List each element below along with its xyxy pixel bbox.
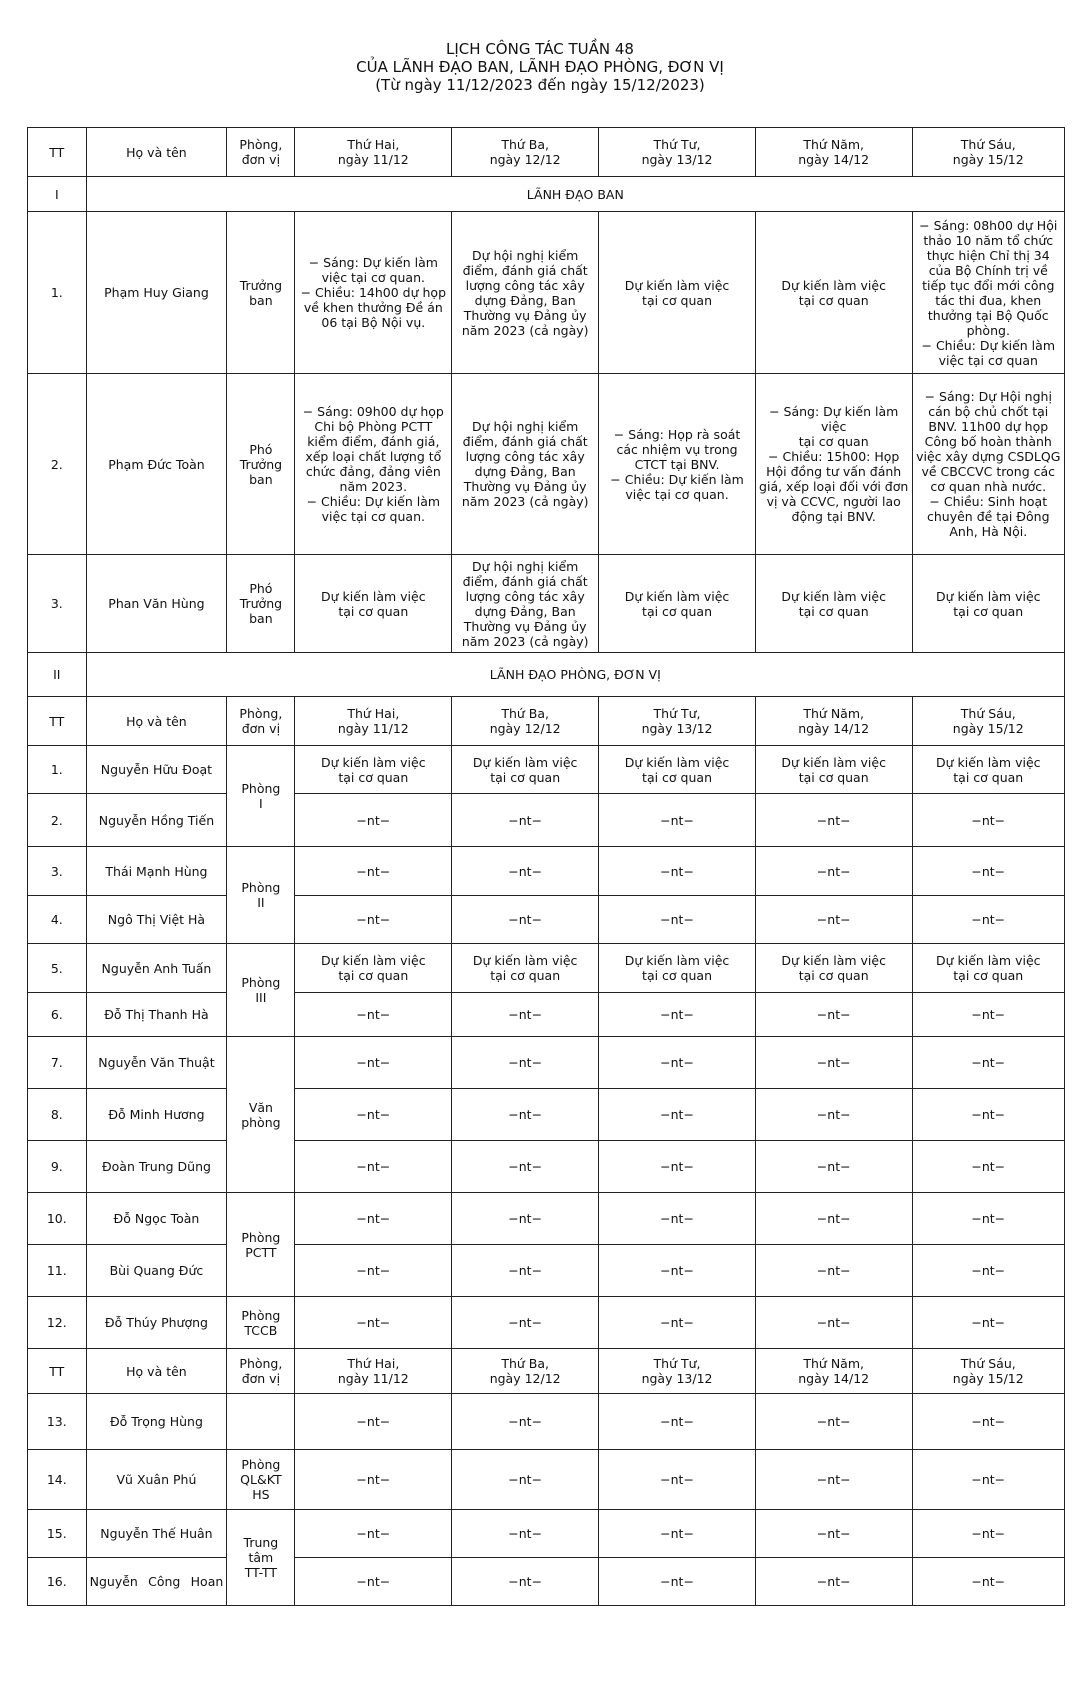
person-dept: Phòng QL&KT HS (227, 1450, 295, 1510)
schedule-cell: −nt− (452, 1245, 599, 1297)
person-dept: Phó Trưởng ban (227, 374, 295, 555)
schedule-cell: −nt− (755, 993, 912, 1037)
schedule-cell: −nt− (452, 993, 599, 1037)
header-row (28, 128, 1065, 177)
person-name: Nguyễn Hữu Đoạt (86, 746, 227, 794)
title-line-3: (Từ ngày 11/12/2023 đến ngày 15/12/2023) (375, 76, 705, 94)
table-row (28, 1450, 1065, 1510)
schedule-cell: −nt− (295, 1558, 452, 1606)
header-day-wed: Thứ Tư, ngày 13/12 (599, 697, 756, 746)
schedule-cell: −nt− (912, 1297, 1064, 1349)
header-day-mon: Thứ Hai, ngày 11/12 (295, 128, 452, 177)
person-name: Thái Mạnh Hùng (86, 847, 227, 896)
person-name: Đoàn Trung Dũng (86, 1141, 227, 1193)
section-number: II (28, 653, 87, 697)
row-number: 10. (28, 1193, 87, 1245)
title-line-1: LỊCH CÔNG TÁC TUẦN 48 (446, 40, 634, 58)
person-name: Nguyễn Văn Thuật (86, 1037, 227, 1089)
table-row (28, 794, 1065, 847)
person-name: Nguyễn Hồng Tiến (86, 794, 227, 847)
header-day-mon: Thứ Hai, ngày 11/12 (295, 697, 452, 746)
row-number: 6. (28, 993, 87, 1037)
person-dept: Trưởng ban (227, 212, 295, 374)
table-row (28, 1089, 1065, 1141)
row-number: 5. (28, 944, 87, 993)
schedule-cell: Dự kiến làm việc tại cơ quan (599, 212, 756, 374)
table-row (28, 1245, 1065, 1297)
schedule-cell: −nt− (452, 1141, 599, 1193)
schedule-cell: −nt− (295, 1193, 452, 1245)
person-name: Đỗ Thị Thanh Hà (86, 993, 227, 1037)
section-label: LÃNH ĐẠO BAN (86, 177, 1064, 212)
table-row (28, 212, 1065, 374)
schedule-cell: −nt− (452, 1037, 599, 1089)
schedule-cell: −nt− (912, 896, 1064, 944)
schedule-cell: −nt− (599, 1245, 756, 1297)
section-row (28, 653, 1065, 697)
schedule-cell: −nt− (599, 1558, 756, 1606)
schedule-cell: Dự kiến làm việc tại cơ quan (295, 746, 452, 794)
header-row (28, 1349, 1065, 1394)
header-day-fri: Thứ Sáu, ngày 15/12 (912, 128, 1064, 177)
schedule-cell: −nt− (912, 1394, 1064, 1450)
schedule-cell: −nt− (599, 1089, 756, 1141)
header-day-thu: Thứ Năm, ngày 14/12 (755, 1349, 912, 1394)
schedule-cell: −nt− (755, 847, 912, 896)
person-name: Nguyễn Thế Huân (86, 1510, 227, 1558)
schedule-cell: −nt− (912, 794, 1064, 847)
header-day-mon: Thứ Hai, ngày 11/12 (295, 1349, 452, 1394)
schedule-cell: −nt− (452, 847, 599, 896)
table-row (28, 746, 1065, 794)
schedule-cell: −nt− (755, 1558, 912, 1606)
schedule-cell: Dự kiến làm việc tại cơ quan (755, 944, 912, 993)
table-row (28, 993, 1065, 1037)
schedule-table (27, 127, 1065, 1606)
header-tt: TT (28, 697, 87, 746)
schedule-cell: −nt− (599, 896, 756, 944)
person-name: Nguyễn Công Hoan (86, 1558, 227, 1606)
schedule-cell: −nt− (912, 1141, 1064, 1193)
schedule-cell: −nt− (599, 794, 756, 847)
section-label: LÃNH ĐẠO PHÒNG, ĐƠN VỊ (86, 653, 1064, 697)
schedule-cell: −nt− (452, 1193, 599, 1245)
header-tt: TT (28, 1349, 87, 1394)
row-number: 13. (28, 1394, 87, 1450)
row-number: 1. (28, 212, 87, 374)
person-name: Ngô Thị Việt Hà (86, 896, 227, 944)
table-row (28, 1297, 1065, 1349)
schedule-cell: −nt− (755, 1089, 912, 1141)
schedule-cell: − Sáng: Dự Hội nghị cán bộ chủ chốt tại BNV. 11h00 dự họp Công bố hoàn thành việc xây dựng CSDLQG về CBCCVC trong các cơ quan nhà nước. − Chiều: Sinh hoạt chuyên đề tại Đông Anh, Hà Nội. (912, 374, 1064, 555)
schedule-cell: −nt− (452, 1297, 599, 1349)
schedule-cell: −nt− (599, 1193, 756, 1245)
schedule-cell: Dự kiến làm việc tại cơ quan (452, 944, 599, 993)
schedule-cell: −nt− (295, 896, 452, 944)
person-dept: Phòng II (227, 847, 295, 944)
person-name: Phan Văn Hùng (86, 555, 227, 653)
schedule-cell: −nt− (295, 1510, 452, 1558)
schedule-cell: −nt− (599, 1510, 756, 1558)
schedule-cell: −nt− (295, 1450, 452, 1510)
table-row (28, 1394, 1065, 1450)
header-name: Họ và tên (86, 1349, 227, 1394)
schedule-cell: −nt− (452, 794, 599, 847)
schedule-cell: −nt− (295, 847, 452, 896)
header-day-wed: Thứ Tư, ngày 13/12 (599, 1349, 756, 1394)
table-row (28, 1510, 1065, 1558)
header-day-wed: Thứ Tư, ngày 13/12 (599, 128, 756, 177)
schedule-cell: −nt− (599, 1450, 756, 1510)
table-row (28, 1193, 1065, 1245)
row-number: 9. (28, 1141, 87, 1193)
header-day-tue: Thứ Ba, ngày 12/12 (452, 697, 599, 746)
header-dept: Phòng, đơn vị (227, 128, 295, 177)
header-day-tue: Thứ Ba, ngày 12/12 (452, 1349, 599, 1394)
row-number: 1. (28, 746, 87, 794)
row-number: 7. (28, 1037, 87, 1089)
schedule-cell: −nt− (755, 1141, 912, 1193)
schedule-cell: Dự kiến làm việc tại cơ quan (755, 555, 912, 653)
schedule-cell: Dự hội nghị kiểm điểm, đánh giá chất lượng công tác xây dựng Đảng, Ban Thường vụ Đảng ủy năm 2023 (cả ngày) (452, 212, 599, 374)
person-dept: Văn phòng (227, 1037, 295, 1193)
person-name: Đỗ Ngọc Toàn (86, 1193, 227, 1245)
person-dept: Phòng TCCB (227, 1297, 295, 1349)
schedule-cell: −nt− (295, 1037, 452, 1089)
table-row (28, 944, 1065, 993)
schedule-cell: Dự kiến làm việc tại cơ quan (599, 746, 756, 794)
schedule-cell: −nt− (295, 1089, 452, 1141)
schedule-cell: −nt− (912, 993, 1064, 1037)
schedule-cell: −nt− (912, 1510, 1064, 1558)
person-name: Bùi Quang Đức (86, 1245, 227, 1297)
schedule-cell: −nt− (452, 1089, 599, 1141)
row-number: 2. (28, 374, 87, 555)
row-number: 14. (28, 1450, 87, 1510)
table-row (28, 847, 1065, 896)
header-name: Họ và tên (86, 697, 227, 746)
schedule-cell: Dự hội nghị kiểm điểm, đánh giá chất lượng công tác xây dựng Đảng, Ban Thường vụ Đảng ủy năm 2023 (cả ngày) (452, 374, 599, 555)
person-name: Đỗ Minh Hương (86, 1089, 227, 1141)
schedule-cell: −nt− (755, 1193, 912, 1245)
schedule-cell: −nt− (295, 993, 452, 1037)
table-row (28, 896, 1065, 944)
schedule-cell: −nt− (599, 1297, 756, 1349)
person-dept: Phòng I (227, 746, 295, 847)
schedule-cell: Dự hội nghị kiểm điểm, đánh giá chất lượng công tác xây dựng Đảng, Ban Thường vụ Đảng ủy năm 2023 (cả ngày) (452, 555, 599, 653)
header-name: Họ và tên (86, 128, 227, 177)
schedule-cell: Dự kiến làm việc tại cơ quan (452, 746, 599, 794)
schedule-cell: −nt− (755, 1245, 912, 1297)
table-row (28, 374, 1065, 555)
schedule-cell: −nt− (912, 1089, 1064, 1141)
row-number: 15. (28, 1510, 87, 1558)
header-day-tue: Thứ Ba, ngày 12/12 (452, 128, 599, 177)
row-number: 11. (28, 1245, 87, 1297)
row-number: 2. (28, 794, 87, 847)
person-dept: Phó Trưởng ban (227, 555, 295, 653)
schedule-cell: −nt− (295, 1394, 452, 1450)
schedule-cell: − Sáng: Dự kiến làm việc tại cơ quan − Chiều: 15h00: Họp Hội đồng tư vấn đánh giá, xếp loại đối với đơn vị và CCVC, người lao động tại BNV. (755, 374, 912, 555)
schedule-cell: −nt− (452, 1558, 599, 1606)
schedule-cell: Dự kiến làm việc tại cơ quan (912, 555, 1064, 653)
schedule-cell: Dự kiến làm việc tại cơ quan (295, 555, 452, 653)
row-number: 16. (28, 1558, 87, 1606)
row-number: 3. (28, 555, 87, 653)
title-line-2: CỦA LÃNH ĐẠO BAN, LÃNH ĐẠO PHÒNG, ĐƠN VỊ (356, 58, 724, 76)
table-row (28, 1558, 1065, 1606)
schedule-cell: −nt− (912, 1558, 1064, 1606)
schedule-cell: − Sáng: 09h00 dự họp Chi bộ Phòng PCTT kiểm điểm, đánh giá, xếp loại chất lượng tổ chức đảng, đảng viên năm 2023. − Chiều: Dự kiến làm việc tại cơ quan. (295, 374, 452, 555)
section-row (28, 177, 1065, 212)
schedule-cell: −nt− (755, 1394, 912, 1450)
schedule-cell: −nt− (599, 1141, 756, 1193)
schedule-cell: Dự kiến làm việc tại cơ quan (912, 944, 1064, 993)
header-day-thu: Thứ Năm, ngày 14/12 (755, 697, 912, 746)
row-number: 3. (28, 847, 87, 896)
schedule-cell: −nt− (912, 1245, 1064, 1297)
header-row (28, 697, 1065, 746)
schedule-cell: −nt− (912, 1037, 1064, 1089)
schedule-cell: − Sáng: 08h00 dự Hội thảo 10 năm tổ chức thực hiện Chỉ thị 34 của Bộ Chính trị về tiếp tục đổi mới công tác thi đua, khen thưởng tại Bộ Quốc phòng. − Chiều: Dự kiến làm việc tại cơ quan (912, 212, 1064, 374)
schedule-cell: −nt− (452, 896, 599, 944)
schedule-cell: −nt− (755, 1297, 912, 1349)
header-day-thu: Thứ Năm, ngày 14/12 (755, 128, 912, 177)
schedule-cell: − Sáng: Dự kiến làm việc tại cơ quan. − Chiều: 14h00 dự họp về khen thưởng Đề án 06 tại Bộ Nội vụ. (295, 212, 452, 374)
person-name: Phạm Đức Toàn (86, 374, 227, 555)
schedule-cell: −nt− (452, 1510, 599, 1558)
schedule-cell: Dự kiến làm việc tại cơ quan (599, 555, 756, 653)
schedule-cell: −nt− (599, 1037, 756, 1089)
person-name: Vũ Xuân Phú (86, 1450, 227, 1510)
schedule-cell: −nt− (599, 993, 756, 1037)
schedule-cell: Dự kiến làm việc tại cơ quan (599, 944, 756, 993)
schedule-cell: Dự kiến làm việc tại cơ quan (912, 746, 1064, 794)
schedule-cell: Dự kiến làm việc tại cơ quan (755, 212, 912, 374)
person-dept: Phòng III (227, 944, 295, 1037)
schedule-cell: −nt− (599, 847, 756, 896)
schedule-cell: − Sáng: Họp rà soát các nhiệm vụ trong CTCT tại BNV. − Chiều: Dự kiến làm việc tại cơ quan. (599, 374, 756, 555)
person-name: Phạm Huy Giang (86, 212, 227, 374)
schedule-cell: −nt− (755, 794, 912, 847)
schedule-cell: −nt− (599, 1394, 756, 1450)
schedule-cell: −nt− (452, 1394, 599, 1450)
schedule-cell: −nt− (295, 1245, 452, 1297)
schedule-cell: −nt− (912, 1450, 1064, 1510)
schedule-cell: −nt− (912, 1193, 1064, 1245)
schedule-cell: Dự kiến làm việc tại cơ quan (755, 746, 912, 794)
schedule-cell: −nt− (295, 1141, 452, 1193)
table-row (28, 555, 1065, 653)
schedule-cell: Dự kiến làm việc tại cơ quan (295, 944, 452, 993)
header-dept: Phòng, đơn vị (227, 697, 295, 746)
person-name: Đỗ Trọng Hùng (86, 1394, 227, 1450)
row-number: 4. (28, 896, 87, 944)
section-number: I (28, 177, 87, 212)
schedule-cell: −nt− (755, 1037, 912, 1089)
schedule-cell: −nt− (295, 794, 452, 847)
row-number: 8. (28, 1089, 87, 1141)
header-day-fri: Thứ Sáu, ngày 15/12 (912, 697, 1064, 746)
person-dept (227, 1394, 295, 1450)
schedule-cell: −nt− (912, 847, 1064, 896)
header-tt: TT (28, 128, 87, 177)
schedule-cell: −nt− (755, 1450, 912, 1510)
person-dept: Phòng PCTT (227, 1193, 295, 1297)
table-row (28, 1037, 1065, 1089)
document-title (0, 40, 1080, 94)
header-dept: Phòng, đơn vị (227, 1349, 295, 1394)
person-name: Nguyễn Anh Tuấn (86, 944, 227, 993)
person-name: Đỗ Thúy Phượng (86, 1297, 227, 1349)
schedule-cell: −nt− (295, 1297, 452, 1349)
person-dept: Trung tâm TT-TT (227, 1510, 295, 1606)
schedule-cell: −nt− (755, 896, 912, 944)
schedule-cell: −nt− (755, 1510, 912, 1558)
row-number: 12. (28, 1297, 87, 1349)
header-day-fri: Thứ Sáu, ngày 15/12 (912, 1349, 1064, 1394)
table-row (28, 1141, 1065, 1193)
schedule-cell: −nt− (452, 1450, 599, 1510)
